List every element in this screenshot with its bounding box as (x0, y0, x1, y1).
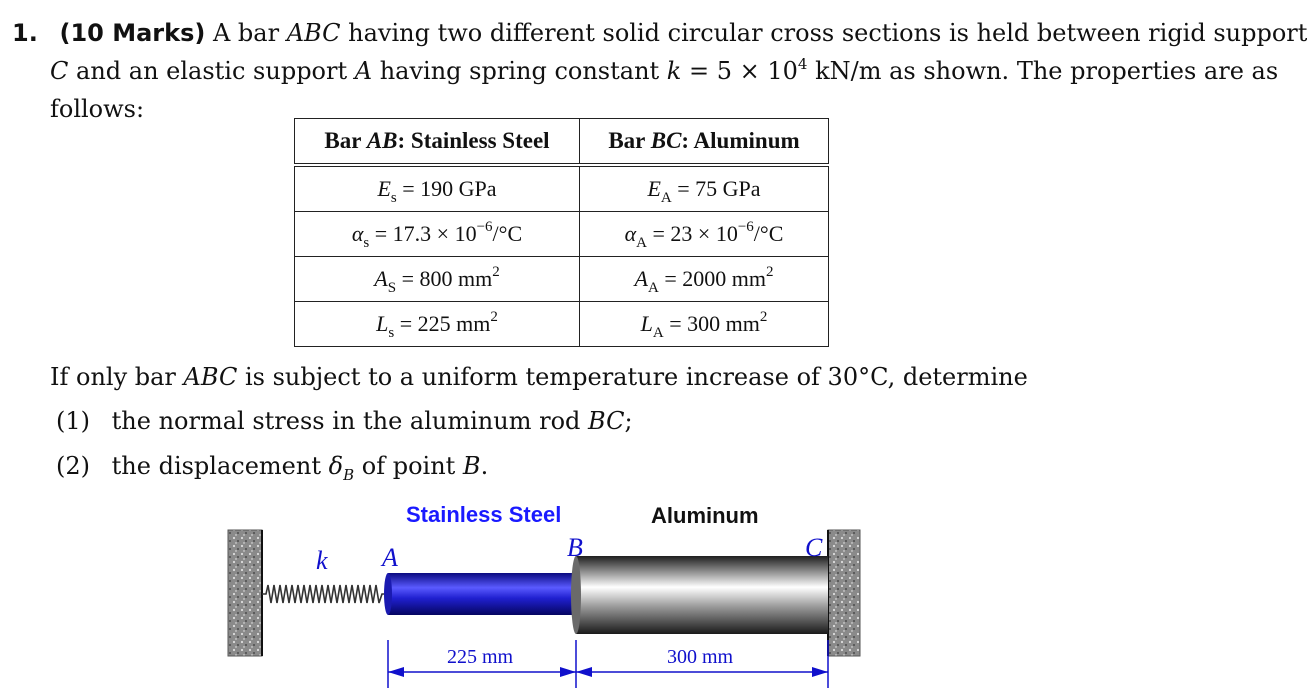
spring (262, 585, 388, 603)
line2-a: A (354, 57, 373, 85)
aluminum-bar (576, 556, 828, 634)
problem-line-3: follows: (50, 95, 145, 123)
label-point-b: B (567, 533, 583, 562)
line2-text-c: kN/m as shown. The properties are as (807, 57, 1279, 85)
cell-aluminum-alpha: $\alpha_A = 23 \times 10^{-6}/^\circ C$ (580, 212, 829, 257)
line2-c: C (50, 57, 69, 85)
intro-text-b: having two different solid circular cross sections is held between rigid support (340, 19, 1307, 47)
line2-text-b: having spring constant (372, 57, 667, 85)
dim-label-bc: 300 mm (667, 646, 734, 668)
cell-steel-alpha: $\alpha_s = 17.3 \times 10^{-6}/^\circ C$ (295, 212, 580, 257)
dim-label-ab: 225 mm (447, 646, 514, 668)
steel-bar (388, 573, 576, 615)
cell-aluminum-area: $A_A = 2000$ $mm^2$ (580, 257, 829, 302)
problem-marks: (10 Marks) (59, 19, 206, 47)
cell-steel-length: $L_s = 225$ $mm^2$ (295, 302, 580, 347)
cell-steel-area: $A_S = 800$ $mm^2$ (295, 257, 580, 302)
line2-text-a: and an elastic support (68, 57, 355, 85)
intro-text-abc: ABC (286, 19, 341, 47)
header-aluminum: Bar BC: Aluminum (580, 119, 829, 164)
problem-number: 1. (12, 19, 38, 47)
label-k: k (316, 546, 328, 575)
label-point-a: A (382, 543, 398, 572)
cell-aluminum-modulus: $E_A = 75$ GPa (580, 167, 829, 212)
question-item-1: (1) the normal stress in the aluminum rod BC; (56, 407, 633, 435)
header-steel: Bar AB: Stainless Steel (295, 119, 580, 164)
left-wall (228, 530, 262, 656)
item-number: (2) (56, 452, 90, 480)
line2-exp: 4 (797, 55, 808, 73)
label-point-c: C (805, 533, 823, 562)
line2-k: k (666, 57, 682, 85)
question-stem: If only bar ABC is subject to a uniform temperature increase of 30°C, determine (50, 363, 1028, 391)
cell-aluminum-length: $L_A = 300$ $mm^2$ (580, 302, 829, 347)
line2-value: = 5 × 10 (681, 57, 798, 85)
question-item-2: (2) the displacement $\delta_B$ of point B. (56, 452, 489, 484)
right-wall (828, 530, 860, 656)
label-aluminum: Aluminum (651, 503, 759, 528)
cell-steel-modulus: $E_s = 190$ GPa (295, 167, 580, 212)
label-stainless-steel: Stainless Steel (406, 502, 562, 527)
item-number: (1) (56, 407, 90, 435)
intro-text-a: A bar (212, 19, 287, 47)
